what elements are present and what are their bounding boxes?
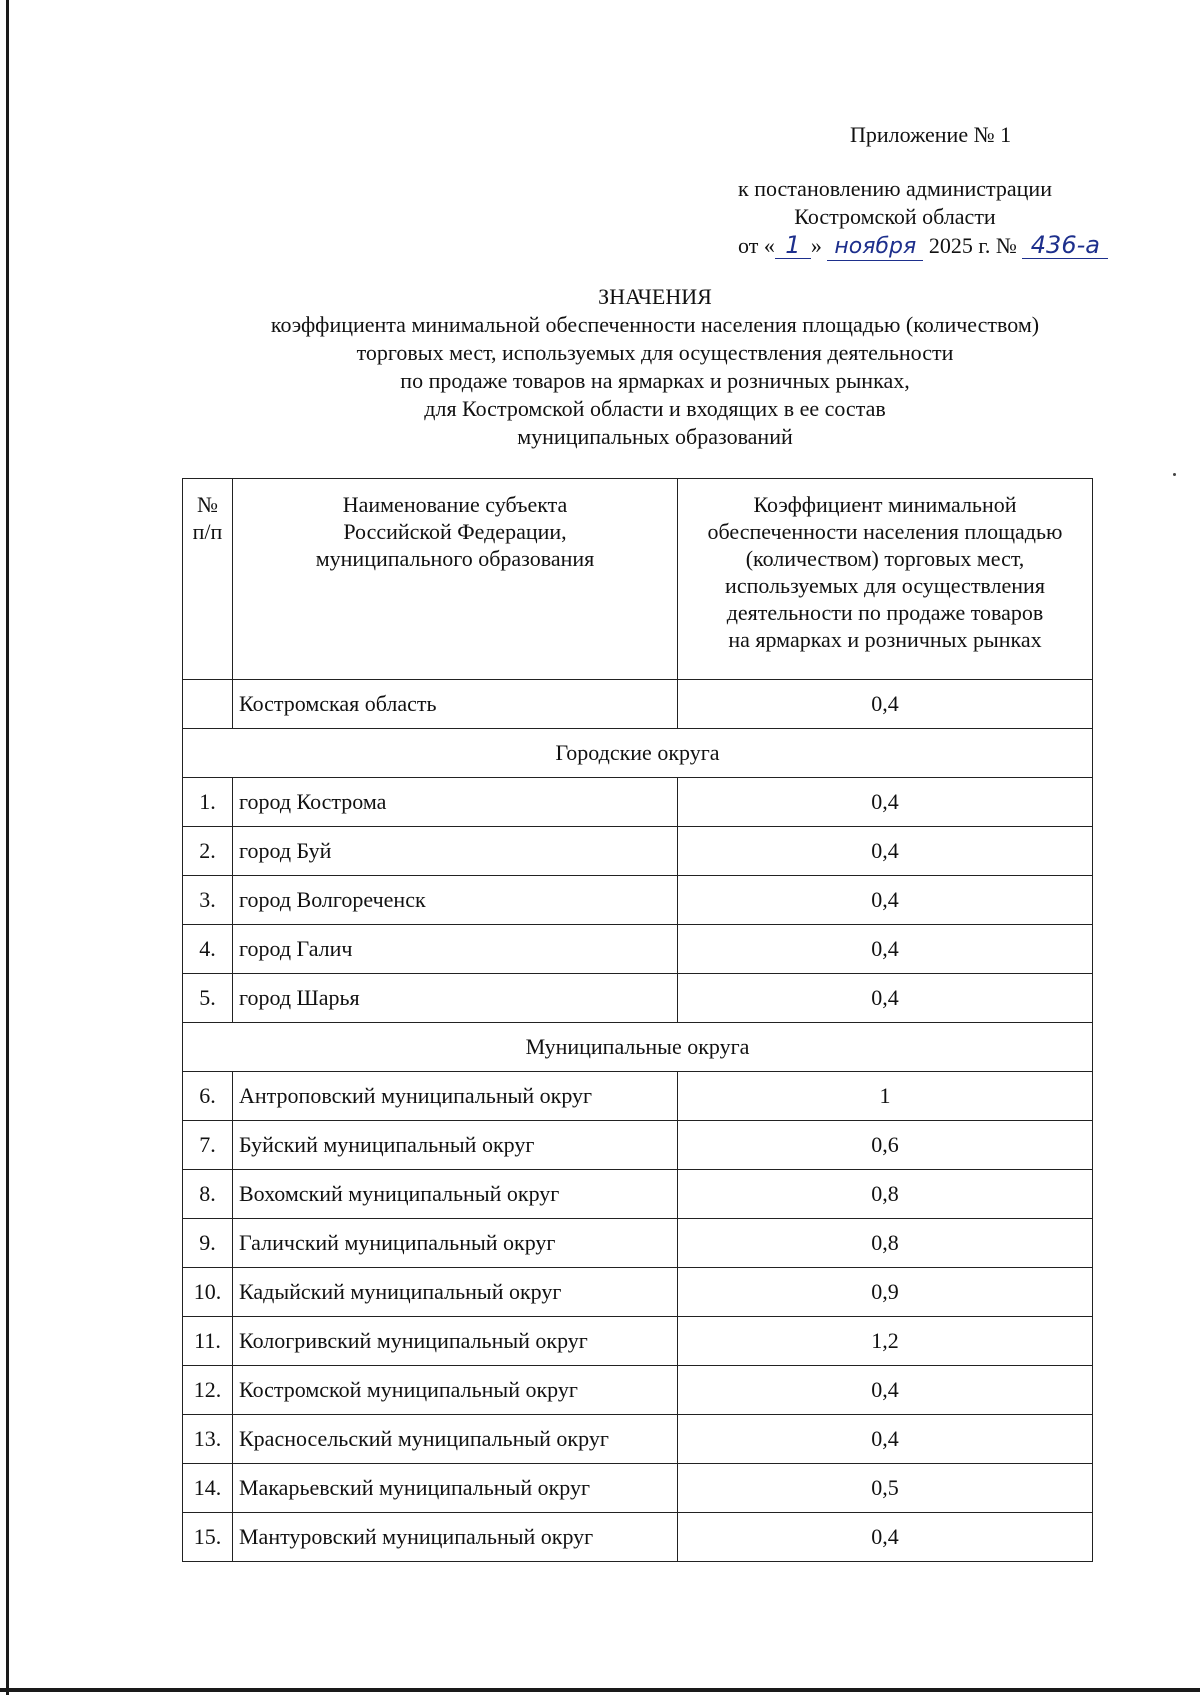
decree-reference bbox=[660, 175, 1130, 231]
table-header-row bbox=[183, 479, 1093, 680]
header-value: Коэффициент минимальной обеспеченности населения площадью (количеством) торговых мест, используемых для осуществления деятельности по продаже товаров на ярмарках и розничных рынках bbox=[678, 479, 1093, 680]
row-name: город Буй bbox=[233, 827, 678, 876]
row-value: 0,4 bbox=[678, 876, 1093, 925]
table-row bbox=[183, 1170, 1093, 1219]
row-value: 0,4 bbox=[678, 1513, 1093, 1562]
decree-date-line bbox=[738, 232, 1108, 261]
scan-bottom-edge bbox=[0, 1688, 1200, 1692]
row-name: город Волгореченск bbox=[233, 876, 678, 925]
row-name: Антроповский муниципальный округ bbox=[233, 1072, 678, 1121]
table-row bbox=[183, 1464, 1093, 1513]
row-name: Мантуровский муниципальный округ bbox=[233, 1513, 678, 1562]
row-value: 0,4 bbox=[678, 827, 1093, 876]
row-num: 11. bbox=[183, 1317, 233, 1366]
row-num: 5. bbox=[183, 974, 233, 1023]
handwritten-day: 1 bbox=[775, 232, 811, 259]
table-row bbox=[183, 925, 1093, 974]
row-num: 1. bbox=[183, 778, 233, 827]
row-value: 0,5 bbox=[678, 1464, 1093, 1513]
table-row bbox=[183, 1121, 1093, 1170]
row-value: 0,6 bbox=[678, 1121, 1093, 1170]
row-num: 13. bbox=[183, 1415, 233, 1464]
row-name: Буйский муниципальный округ bbox=[233, 1121, 678, 1170]
row-value: 0,9 bbox=[678, 1268, 1093, 1317]
table-row-region bbox=[183, 680, 1093, 729]
date-year: 2025 г. № bbox=[928, 233, 1017, 258]
row-value: 0,8 bbox=[678, 1170, 1093, 1219]
row-num: 3. bbox=[183, 876, 233, 925]
row-value: 0,4 bbox=[678, 1366, 1093, 1415]
row-name: Костромская область bbox=[233, 680, 678, 729]
section-label: Муниципальные округа bbox=[183, 1023, 1093, 1072]
table-row bbox=[183, 1219, 1093, 1268]
table-row bbox=[183, 1415, 1093, 1464]
section-label: Городские округа bbox=[183, 729, 1093, 778]
table-row bbox=[183, 1268, 1093, 1317]
table-row bbox=[183, 827, 1093, 876]
row-name: город Галич bbox=[233, 925, 678, 974]
header-num: № п/п bbox=[183, 479, 233, 680]
date-prefix: от « bbox=[738, 233, 775, 258]
table-row bbox=[183, 1513, 1093, 1562]
coefficient-table bbox=[182, 478, 1093, 1562]
row-value: 0,4 bbox=[678, 974, 1093, 1023]
row-num: 12. bbox=[183, 1366, 233, 1415]
section-row-municipal-districts bbox=[183, 1023, 1093, 1072]
table-row bbox=[183, 1072, 1093, 1121]
row-name: Вохомский муниципальный округ bbox=[233, 1170, 678, 1219]
row-name: Галичский муниципальный округ bbox=[233, 1219, 678, 1268]
title-line: по продаже товаров на ярмарках и розничных рынках, bbox=[400, 368, 910, 393]
row-num: 4. bbox=[183, 925, 233, 974]
decree-line-1: к постановлению администрации bbox=[738, 176, 1052, 201]
row-value: 0,4 bbox=[678, 680, 1093, 729]
row-value: 0,8 bbox=[678, 1219, 1093, 1268]
row-num: 14. bbox=[183, 1464, 233, 1513]
row-num: 9. bbox=[183, 1219, 233, 1268]
row-num: 15. bbox=[183, 1513, 233, 1562]
row-num bbox=[183, 680, 233, 729]
header-name: Наименование субъекта Российской Федерации, муниципального образования bbox=[233, 479, 678, 680]
table-row bbox=[183, 876, 1093, 925]
table-row bbox=[183, 974, 1093, 1023]
row-name: Красносельский муниципальный округ bbox=[233, 1415, 678, 1464]
row-value: 0,4 bbox=[678, 925, 1093, 974]
row-value: 1 bbox=[678, 1072, 1093, 1121]
row-name: город Кострома bbox=[233, 778, 678, 827]
row-num: 6. bbox=[183, 1072, 233, 1121]
row-value: 0,4 bbox=[678, 778, 1093, 827]
title-line: для Костромской области и входящих в ее состав bbox=[424, 396, 886, 421]
row-name: Костромской муниципальный округ bbox=[233, 1366, 678, 1415]
row-num: 10. bbox=[183, 1268, 233, 1317]
section-row-city-districts bbox=[183, 729, 1093, 778]
row-num: 8. bbox=[183, 1170, 233, 1219]
scan-left-edge bbox=[6, 0, 9, 1695]
decree-line-2: Костромской области bbox=[794, 204, 996, 229]
title-line: коэффициента минимальной обеспеченности населения площадью (количеством) bbox=[270, 312, 1040, 337]
title-heading: ЗНАЧЕНИЯ bbox=[598, 284, 712, 309]
date-separator: » bbox=[810, 233, 822, 258]
row-name: Кологривский муниципальный округ bbox=[233, 1317, 678, 1366]
table-row bbox=[183, 1366, 1093, 1415]
title-line: муниципальных образований bbox=[517, 424, 793, 449]
handwritten-month: ноября bbox=[827, 234, 923, 261]
row-name: город Шарья bbox=[233, 974, 678, 1023]
row-value: 0,4 bbox=[678, 1415, 1093, 1464]
row-name: Макарьевский муниципальный округ bbox=[233, 1464, 678, 1513]
row-name: Кадыйский муниципальный округ bbox=[233, 1268, 678, 1317]
row-num: 2. bbox=[183, 827, 233, 876]
row-value: 1,2 bbox=[678, 1317, 1093, 1366]
scan-speck bbox=[1173, 473, 1176, 476]
row-num: 7. bbox=[183, 1121, 233, 1170]
title-line: торговых мест, используемых для осуществления деятельности bbox=[356, 340, 954, 365]
appendix-label: Приложение № 1 bbox=[850, 122, 1012, 147]
table-row bbox=[183, 1317, 1093, 1366]
table-row bbox=[183, 778, 1093, 827]
handwritten-decree-number: 436-а bbox=[1022, 232, 1108, 259]
document-title bbox=[165, 283, 1145, 451]
